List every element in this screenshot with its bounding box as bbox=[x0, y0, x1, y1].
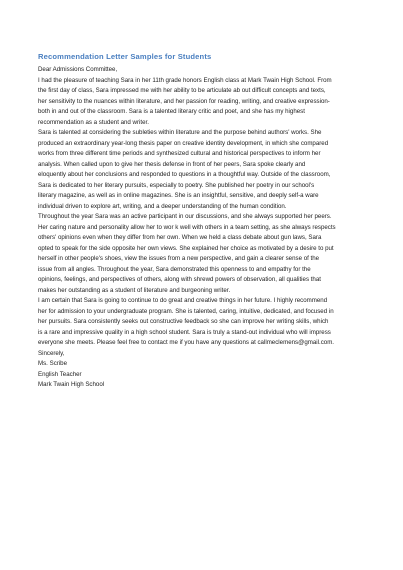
letter-body bbox=[38, 52, 368, 391]
letter-line: recommendation as a student and writer. bbox=[38, 118, 149, 126]
letter-line: individual driven to explore art, writing, and a deeper understanding of the human condition. bbox=[38, 202, 287, 210]
letter-line: Mark Twain High School bbox=[38, 381, 105, 388]
letter-line: works from three different time periods and synthesized cultural and historical perspectives to inform her bbox=[38, 150, 321, 157]
letter-line: Sara is dedicated to her literary pursuits, especially to poetry. She published her poetry in our school's bbox=[38, 181, 315, 189]
letter-line: Sara is talented at considering the subleties within literature and the purpose behind authors' works. She bbox=[38, 129, 322, 136]
letter-line: opted to speak for the side opposite her own views. She explained her choice as motivated by a desire to put bbox=[38, 244, 334, 252]
letter-line: Dear Admissions Committee, bbox=[38, 66, 118, 73]
letter-line: I am certain that Sara is going to continue to do great and creative things in her future. I highly recommend bbox=[38, 297, 328, 304]
letter-line: Ms. Scribe bbox=[38, 360, 68, 367]
letter-line: everyone she meets. Please feel free to contact me if you have any questions at callmeclemens@gmail.com. bbox=[38, 339, 335, 346]
letter-line: her for admission to your undergraduate program. She is talented, caring, intuitive, dedicated, and focused in bbox=[38, 307, 334, 315]
letter-line: Her caring nature and personality allow her to wor k well with others in a team setting, as she always respects bbox=[38, 223, 336, 231]
letter-line: is a rare and impressive quality in a high school student. Sara is truly a stand-out individual who will impress bbox=[38, 328, 331, 336]
letter-line: the first day of class, Sara impressed me with her ability to be articulate ab out difficult concepts and texts, bbox=[38, 87, 326, 94]
letter-line: analysis. When called upon to give her thesis defense in front of her peers, Sara spoke clearly and bbox=[38, 160, 306, 168]
letter-line: I had the pleasure of teaching Sara in her 11th grade honors English class at Mark Twain High School. From bbox=[38, 76, 332, 84]
document-title: Recommendation Letter Samples for Students bbox=[38, 52, 212, 61]
letter-line: opinions, feelings, and perspectives of others, along with shrewd powers of observation, all qualities that bbox=[38, 276, 321, 283]
letter-line: herself in other people's shoes, view the issues from a new perspective, and gain a clearer sense of the bbox=[38, 255, 320, 262]
letter-line: others' opinions even when they differ from her own. When we held a class debate about gun laws, Sara bbox=[38, 234, 322, 241]
letter-line: eloquently about her conclusions and responded to questions in a thoughtful way. Outside of the classroom, bbox=[38, 171, 331, 178]
letter-line: Sincerely, bbox=[38, 349, 65, 357]
letter-line: makes her outstanding as a student of literature and burgeoning writer. bbox=[38, 286, 231, 294]
letter-line: produced an extraordinary year-long thesis paper on creative identity development, in which she compared bbox=[38, 139, 329, 147]
letter-line: English Teacher bbox=[38, 370, 82, 378]
letter-line: her pursuits. Sara consistently seeks out constructive feedback so she can improve her writing skills, which bbox=[38, 318, 329, 325]
letter-line: both in and out of the classroom. Sara is a talented literary critic and poet, and she has my highest bbox=[38, 108, 305, 115]
letter-line: issue from all angles. Throughout the year, Sara demonstrated this openness to and empathy for the bbox=[38, 265, 311, 273]
letter-line: her sensitivity to the nuances within literature, and her passion for reading, writing, and creative expression- bbox=[38, 97, 330, 105]
letter-line: Throughout the year Sara was an active participant in our discussions, and she always supported her peers. bbox=[38, 213, 332, 220]
letter-line: literary magazine, as well as in online magazines. She is an insightful, sensitive, and deeply self-a ware bbox=[38, 192, 319, 199]
